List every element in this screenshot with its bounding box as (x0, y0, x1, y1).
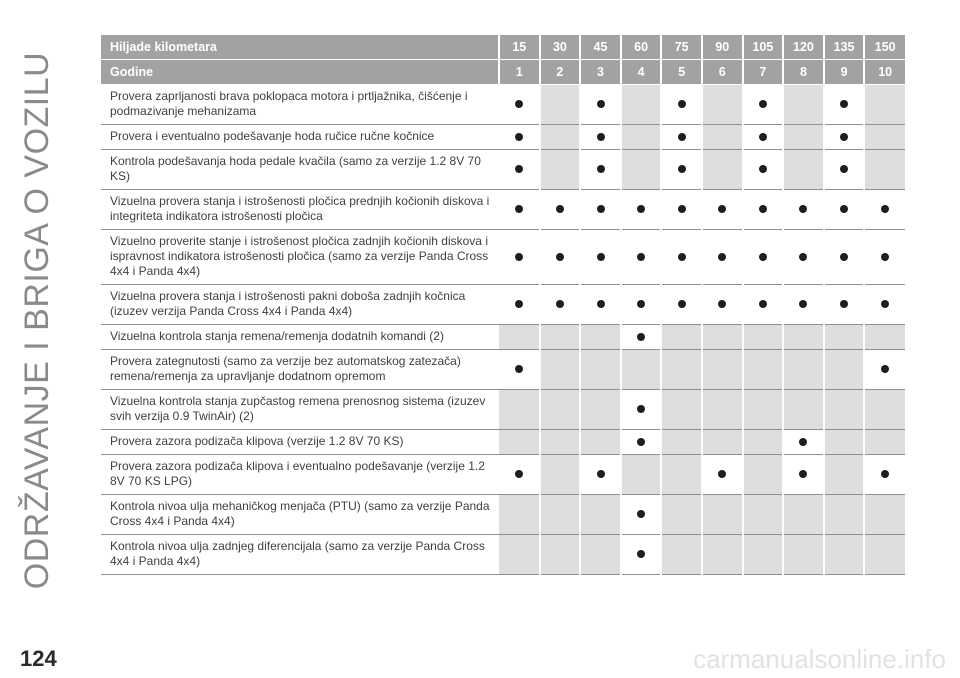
scheduled-cell (621, 190, 662, 230)
bullet-dot-icon (678, 253, 686, 261)
bullet-dot-icon (881, 253, 889, 261)
bullet-dot-icon (759, 165, 767, 173)
bullet-dot-icon (556, 300, 564, 308)
bullet-dot-icon (515, 133, 523, 141)
empty-cell (783, 150, 824, 190)
scheduled-cell (621, 230, 662, 285)
section-title-vertical (8, 0, 68, 640)
bullet-dot-icon (515, 253, 523, 261)
empty-cell (864, 150, 905, 190)
empty-cell (540, 350, 581, 390)
scheduled-cell (783, 190, 824, 230)
scheduled-cell (702, 190, 743, 230)
scheduled-cell (783, 455, 824, 495)
empty-cell (661, 325, 702, 350)
empty-cell (864, 390, 905, 430)
scheduled-cell (580, 85, 621, 125)
empty-cell (661, 495, 702, 535)
empty-cell (540, 390, 581, 430)
empty-cell (824, 535, 865, 575)
bullet-dot-icon (637, 253, 645, 261)
bullet-dot-icon (840, 205, 848, 213)
empty-cell (661, 430, 702, 455)
table-row (101, 285, 905, 325)
empty-cell (621, 350, 662, 390)
header-km-75: 75 (661, 35, 702, 60)
bullet-dot-icon (515, 100, 523, 108)
bullet-dot-icon (881, 300, 889, 308)
empty-cell (743, 430, 784, 455)
table-row (101, 125, 905, 150)
empty-cell (702, 85, 743, 125)
scheduled-cell (621, 495, 662, 535)
bullet-dot-icon (759, 300, 767, 308)
bullet-dot-icon (637, 205, 645, 213)
table-row (101, 230, 905, 285)
empty-cell (783, 325, 824, 350)
bullet-dot-icon (515, 165, 523, 173)
scheduled-cell (499, 85, 540, 125)
section-title: ODRŽAVANJE I BRIGA O VOZILU (18, 51, 57, 589)
bullet-dot-icon (597, 470, 605, 478)
bullet-dot-icon (597, 300, 605, 308)
table-row (101, 390, 905, 430)
scheduled-cell (580, 230, 621, 285)
scheduled-cell (743, 190, 784, 230)
header-row-kilometers (101, 35, 905, 60)
bullet-dot-icon (637, 333, 645, 341)
empty-cell (580, 535, 621, 575)
empty-cell (824, 430, 865, 455)
scheduled-cell (499, 125, 540, 150)
empty-cell (743, 455, 784, 495)
empty-cell (702, 350, 743, 390)
header-year-9: 9 (824, 60, 865, 85)
header-km-135: 135 (824, 35, 865, 60)
empty-cell (702, 325, 743, 350)
scheduled-cell (824, 285, 865, 325)
bullet-dot-icon (718, 253, 726, 261)
scheduled-cell (661, 190, 702, 230)
bullet-dot-icon (799, 300, 807, 308)
header-km-30: 30 (540, 35, 581, 60)
empty-cell (743, 350, 784, 390)
empty-cell (540, 150, 581, 190)
empty-cell (824, 390, 865, 430)
empty-cell (783, 535, 824, 575)
empty-cell (499, 535, 540, 575)
bullet-dot-icon (678, 165, 686, 173)
empty-cell (743, 535, 784, 575)
row-description: Provera zategnutosti (samo za verzije bez automatskog zatezača) remena/remenja za upravljanje dodatnom opremom (101, 350, 499, 390)
header-year-3: 3 (580, 60, 621, 85)
scheduled-cell (743, 285, 784, 325)
empty-cell (540, 325, 581, 350)
bullet-dot-icon (637, 300, 645, 308)
bullet-dot-icon (799, 253, 807, 261)
scheduled-cell (621, 430, 662, 455)
scheduled-cell (743, 85, 784, 125)
empty-cell (783, 495, 824, 535)
scheduled-cell (702, 230, 743, 285)
scheduled-cell (499, 230, 540, 285)
empty-cell (702, 495, 743, 535)
empty-cell (661, 390, 702, 430)
header-row-years (101, 60, 905, 85)
empty-cell (864, 85, 905, 125)
empty-cell (702, 535, 743, 575)
scheduled-cell (661, 285, 702, 325)
bullet-dot-icon (597, 100, 605, 108)
scheduled-cell (864, 230, 905, 285)
bullet-dot-icon (759, 133, 767, 141)
empty-cell (621, 125, 662, 150)
empty-cell (540, 85, 581, 125)
scheduled-cell (824, 190, 865, 230)
bullet-dot-icon (515, 205, 523, 213)
header-year-7: 7 (743, 60, 784, 85)
scheduled-cell (499, 350, 540, 390)
empty-cell (702, 150, 743, 190)
scheduled-cell (540, 230, 581, 285)
header-km-105: 105 (743, 35, 784, 60)
empty-cell (864, 325, 905, 350)
empty-cell (540, 455, 581, 495)
empty-cell (743, 325, 784, 350)
scheduled-cell (783, 430, 824, 455)
bullet-dot-icon (759, 205, 767, 213)
empty-cell (864, 125, 905, 150)
empty-cell (824, 495, 865, 535)
bullet-dot-icon (678, 300, 686, 308)
empty-cell (743, 390, 784, 430)
empty-cell (824, 455, 865, 495)
bullet-dot-icon (799, 205, 807, 213)
scheduled-cell (743, 230, 784, 285)
scheduled-cell (824, 230, 865, 285)
scheduled-cell (540, 285, 581, 325)
bullet-dot-icon (759, 253, 767, 261)
table-row (101, 85, 905, 125)
scheduled-cell (824, 85, 865, 125)
empty-cell (783, 350, 824, 390)
scheduled-cell (580, 455, 621, 495)
header-km-120: 120 (783, 35, 824, 60)
header-year-6: 6 (702, 60, 743, 85)
bullet-dot-icon (678, 133, 686, 141)
table-row (101, 535, 905, 575)
scheduled-cell (580, 125, 621, 150)
scheduled-cell (580, 190, 621, 230)
scheduled-cell (661, 85, 702, 125)
empty-cell (580, 350, 621, 390)
empty-cell (702, 390, 743, 430)
page-number: 124 (20, 646, 57, 671)
row-description: Vizuelna provera stanja i istrošenosti pakni doboša zadnjih kočnica (izuzev verzija Panda Cross 4x4 i Panda 4x4) (101, 285, 499, 325)
header-km-45: 45 (580, 35, 621, 60)
maintenance-schedule-table (101, 35, 905, 575)
scheduled-cell (621, 285, 662, 325)
bullet-dot-icon (637, 550, 645, 558)
scheduled-cell (743, 150, 784, 190)
empty-cell (743, 495, 784, 535)
bullet-dot-icon (718, 300, 726, 308)
row-description: Vizuelna kontrola stanja remena/remenja dodatnih komandi (2) (101, 325, 499, 350)
empty-cell (621, 455, 662, 495)
empty-cell (580, 430, 621, 455)
scheduled-cell (661, 230, 702, 285)
empty-cell (499, 430, 540, 455)
scheduled-cell (499, 285, 540, 325)
bullet-dot-icon (515, 470, 523, 478)
bullet-dot-icon (597, 253, 605, 261)
bullet-dot-icon (637, 405, 645, 413)
scheduled-cell (864, 455, 905, 495)
scheduled-cell (824, 125, 865, 150)
scheduled-cell (621, 325, 662, 350)
empty-cell (702, 125, 743, 150)
bullet-dot-icon (597, 205, 605, 213)
bullet-dot-icon (597, 133, 605, 141)
bullet-dot-icon (515, 300, 523, 308)
empty-cell (499, 325, 540, 350)
empty-cell (580, 495, 621, 535)
row-description: Kontrola nivoa ulja zadnjeg diferencijala (samo za verzije Panda Cross 4x4 i Panda 4x4) (101, 535, 499, 575)
bullet-dot-icon (881, 205, 889, 213)
header-year-10: 10 (864, 60, 905, 85)
header-km-15: 15 (499, 35, 540, 60)
scheduled-cell (864, 190, 905, 230)
scheduled-cell (864, 285, 905, 325)
bullet-dot-icon (840, 133, 848, 141)
empty-cell (540, 430, 581, 455)
empty-cell (499, 495, 540, 535)
bullet-dot-icon (556, 205, 564, 213)
row-description: Kontrola nivoa ulja mehaničkog menjača (PTU) (samo za verzije Panda Cross 4x4 i Panda 4x4) (101, 495, 499, 535)
bullet-dot-icon (718, 205, 726, 213)
scheduled-cell (824, 150, 865, 190)
empty-cell (661, 455, 702, 495)
header-year-2: 2 (540, 60, 581, 85)
bullet-dot-icon (840, 165, 848, 173)
table-row (101, 455, 905, 495)
header-km-60: 60 (621, 35, 662, 60)
row-description: Provera zaprljanosti brava poklopaca motora i prtljažnika, čišćenje i podmazivanje mehanizama (101, 85, 499, 125)
empty-cell (864, 495, 905, 535)
empty-cell (540, 535, 581, 575)
empty-cell (621, 150, 662, 190)
table-row (101, 430, 905, 455)
empty-cell (824, 325, 865, 350)
header-label-kilometers: Hiljade kilometara (101, 35, 499, 60)
bullet-dot-icon (515, 365, 523, 373)
row-description: Provera i eventualno podešavanje hoda ručice ručne kočnice (101, 125, 499, 150)
scheduled-cell (661, 125, 702, 150)
empty-cell (540, 495, 581, 535)
bullet-dot-icon (637, 510, 645, 518)
bullet-dot-icon (759, 100, 767, 108)
bullet-dot-icon (881, 470, 889, 478)
empty-cell (702, 430, 743, 455)
table-row (101, 350, 905, 390)
empty-cell (864, 430, 905, 455)
scheduled-cell (783, 285, 824, 325)
empty-cell (580, 390, 621, 430)
empty-cell (783, 390, 824, 430)
scheduled-cell (499, 150, 540, 190)
watermark: carmanualsonline.info (693, 644, 946, 674)
scheduled-cell (864, 350, 905, 390)
empty-cell (864, 535, 905, 575)
header-km-90: 90 (702, 35, 743, 60)
header-year-5: 5 (661, 60, 702, 85)
bullet-dot-icon (678, 100, 686, 108)
row-description: Provera zazora podizača klipova i eventualno podešavanje (verzije 1.2 8V 70 KS LPG) (101, 455, 499, 495)
bullet-dot-icon (840, 100, 848, 108)
row-description: Kontrola podešavanja hoda pedale kvačila (samo za verzije 1.2 8V 70 KS) (101, 150, 499, 190)
scheduled-cell (499, 190, 540, 230)
table-row (101, 150, 905, 190)
header-km-150: 150 (864, 35, 905, 60)
empty-cell (661, 535, 702, 575)
bullet-dot-icon (597, 165, 605, 173)
row-description: Vizuelna kontrola stanja zupčastog remena prenosnog sistema (izuzev svih verzija 0.9 TwinAir) (2) (101, 390, 499, 430)
row-description: Provera zazora podizača klipova (verzije 1.2 8V 70 KS) (101, 430, 499, 455)
bullet-dot-icon (799, 470, 807, 478)
scheduled-cell (621, 390, 662, 430)
empty-cell (499, 390, 540, 430)
empty-cell (580, 325, 621, 350)
empty-cell (824, 350, 865, 390)
empty-cell (661, 350, 702, 390)
bullet-dot-icon (556, 253, 564, 261)
bullet-dot-icon (637, 438, 645, 446)
scheduled-cell (580, 285, 621, 325)
scheduled-cell (702, 285, 743, 325)
bullet-dot-icon (799, 438, 807, 446)
empty-cell (783, 125, 824, 150)
table-row (101, 495, 905, 535)
scheduled-cell (580, 150, 621, 190)
scheduled-cell (661, 150, 702, 190)
row-description: Vizuelna provera stanja i istrošenosti pločica prednjih kočionih diskova i integriteta indikatora istrošenosti pločica (101, 190, 499, 230)
empty-cell (783, 85, 824, 125)
bullet-dot-icon (840, 253, 848, 261)
scheduled-cell (499, 455, 540, 495)
header-year-8: 8 (783, 60, 824, 85)
table-row (101, 325, 905, 350)
bullet-dot-icon (881, 365, 889, 373)
table-row (101, 190, 905, 230)
empty-cell (621, 85, 662, 125)
scheduled-cell (702, 455, 743, 495)
bullet-dot-icon (678, 205, 686, 213)
empty-cell (540, 125, 581, 150)
scheduled-cell (540, 190, 581, 230)
scheduled-cell (783, 230, 824, 285)
header-label-years: Godine (101, 60, 499, 85)
bullet-dot-icon (840, 300, 848, 308)
scheduled-cell (743, 125, 784, 150)
row-description: Vizuelno proverite stanje i istrošenost pločica zadnjih kočionih diskova i ispravnost indikatora istrošenosti pločica (samo za verzije Panda Cross 4x4 i Panda 4x4) (101, 230, 499, 285)
bullet-dot-icon (718, 470, 726, 478)
scheduled-cell (621, 535, 662, 575)
header-year-4: 4 (621, 60, 662, 85)
header-year-1: 1 (499, 60, 540, 85)
